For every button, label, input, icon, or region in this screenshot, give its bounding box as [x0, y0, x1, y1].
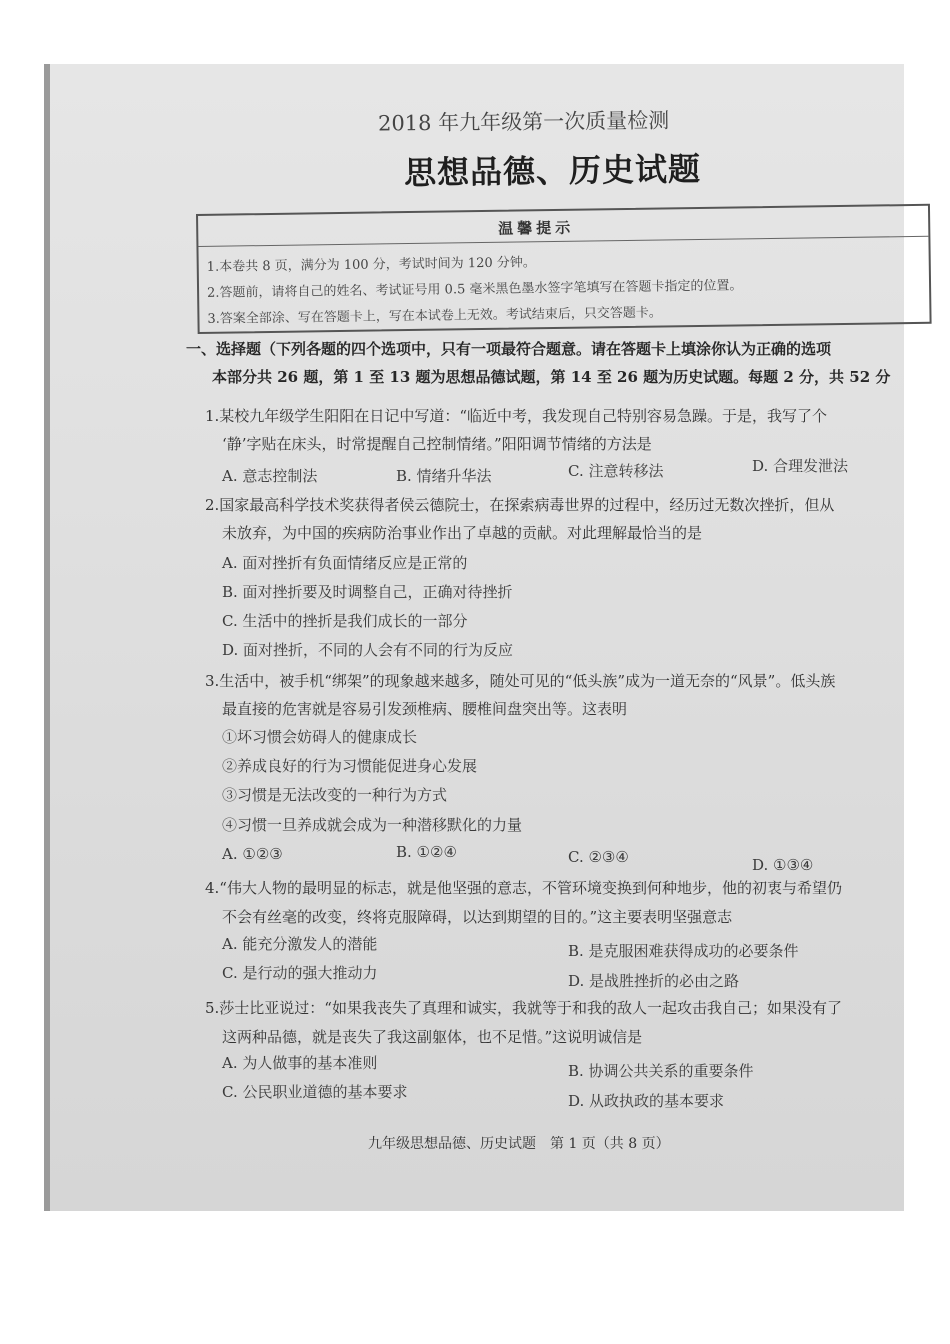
- question-3-statement-3: ③习惯是无法改变的一种行为方式: [222, 786, 448, 804]
- question-2-option-a: A. 面对挫折有负面情绪反应是正常的: [222, 554, 468, 572]
- question-5-option-c: C. 公民职业道德的基本要求: [222, 1083, 408, 1101]
- question-4-option-c: C. 是行动的强大推动力: [222, 964, 378, 982]
- question-4-stem-line1: 4.“伟大人物的最明显的标志，就是他坚强的意志，不管环境变换到何种地步，他的初衷与希望仍: [205, 879, 842, 897]
- question-1-option-b: B. 情绪升华法: [396, 467, 492, 485]
- question-3-statement-4: ④习惯一旦养成就会成为一种潜移默化的力量: [222, 816, 523, 834]
- question-1-stem-line1: 1.某校九年级学生阳阳在日记中写道：“临近中考，我发现自己特别容易急躁。于是，我写了个: [205, 407, 827, 425]
- question-5-option-a: A. 为人做事的基本准则: [222, 1054, 378, 1072]
- section-instructions-line1: 一、选择题（下列各题的四个选项中，只有一项最符合题意。请在答题卡上填涂你认为正确的选项: [186, 340, 832, 358]
- question-5-stem-line2: 这两种品德，就是丧失了我这副躯体，也不足惜。”这说明诚信是: [222, 1028, 643, 1046]
- section-instructions-line2: 本部分共 26 题，第 1 至 13 题为思想品德试题，第 14 至 26 题为历史试题。每题 2 分，共 52 分: [212, 368, 891, 386]
- question-4-stem-line2: 不会有丝毫的改变，终将克服障碍，以达到期望的目的。”这主要表明坚强意志: [222, 908, 733, 926]
- question-1-option-c: C. 注意转移法: [568, 462, 664, 480]
- question-2-option-d: D. 面对挫折，不同的人会有不同的行为反应: [222, 641, 514, 659]
- tip-item: 1.本卷共 8 页，满分为 100 分，考试时间为 120 分钟。: [206, 255, 536, 275]
- question-2-option-c: C. 生活中的挫折是我们成长的一部分: [222, 612, 468, 630]
- question-3-option-c: C. ②③④: [568, 848, 629, 866]
- question-2-option-b: B. 面对挫折要及时调整自己，正确对待挫折: [222, 583, 513, 601]
- page-footer: 九年级思想品德、历史试题 第 1 页（共 8 页）: [368, 1136, 670, 1152]
- question-3-stem-line2: 最直接的危害就是容易引发颈椎病、腰椎间盘突出等。这表明: [222, 700, 628, 718]
- question-1-option-a: A. 意志控制法: [222, 467, 318, 485]
- question-3-statement-1: ①坏习惯会妨碍人的健康成长: [222, 728, 418, 746]
- question-4-option-a: A. 能充分激发人的潜能: [222, 935, 378, 953]
- tips-heading: 温馨提示: [498, 218, 575, 238]
- question-2-stem-line2: 未放弃，为中国的疾病防治事业作出了卓越的贡献。对此理解最恰当的是: [222, 524, 703, 542]
- exam-title: 思想品德、历史试题: [403, 149, 702, 193]
- question-3-statement-2: ②养成良好的行为习惯能促进身心发展: [222, 757, 478, 775]
- question-5-stem-line1: 5.莎士比亚说过：“如果我丧失了真理和诚实，我就等于和我的敌人一起攻击我自己；如果没有了: [205, 999, 842, 1017]
- question-3-stem-line1: 3.生活中，被手机“绑架”的现象越来越多，随处可见的“低头族”成为一道无奈的“风景”。低头族: [205, 672, 836, 690]
- exam-subtitle: 2018 年九年级第一次质量检测: [377, 108, 670, 136]
- question-1-option-d: D. 合理发泄法: [752, 457, 849, 475]
- question-4-option-b: B. 是克服困难获得成功的必要条件: [568, 942, 799, 960]
- tip-item: 2.答题前，请将自己的姓名、考试证号用 0.5 毫米黑色墨水签字笔填写在答题卡指定的位置。: [207, 278, 743, 301]
- question-5-option-d: D. 从政执政的基本要求: [568, 1092, 725, 1110]
- question-2-stem-line1: 2.国家最高科学技术奖获得者侯云德院士，在探索病毒世界的过程中，经历过无数次挫折，但从: [205, 496, 835, 514]
- question-3-option-a: A. ①②③: [222, 845, 283, 863]
- tips-box: [196, 204, 932, 334]
- question-5-option-b: B. 协调公共关系的重要条件: [568, 1062, 754, 1080]
- tip-item: 3.答案全部涂、写在答题卡上，写在本试卷上无效。考试结束后，只交答题卡。: [207, 305, 662, 327]
- question-1-stem-line2: ‘静’字贴在床头，时常提醒自己控制情绪。”阳阳调节情绪的方法是: [222, 435, 652, 453]
- question-4-option-d: D. 是战胜挫折的必由之路: [568, 972, 740, 990]
- question-3-option-b: B. ①②④: [396, 843, 457, 861]
- question-3-option-d: D. ①③④: [752, 856, 814, 874]
